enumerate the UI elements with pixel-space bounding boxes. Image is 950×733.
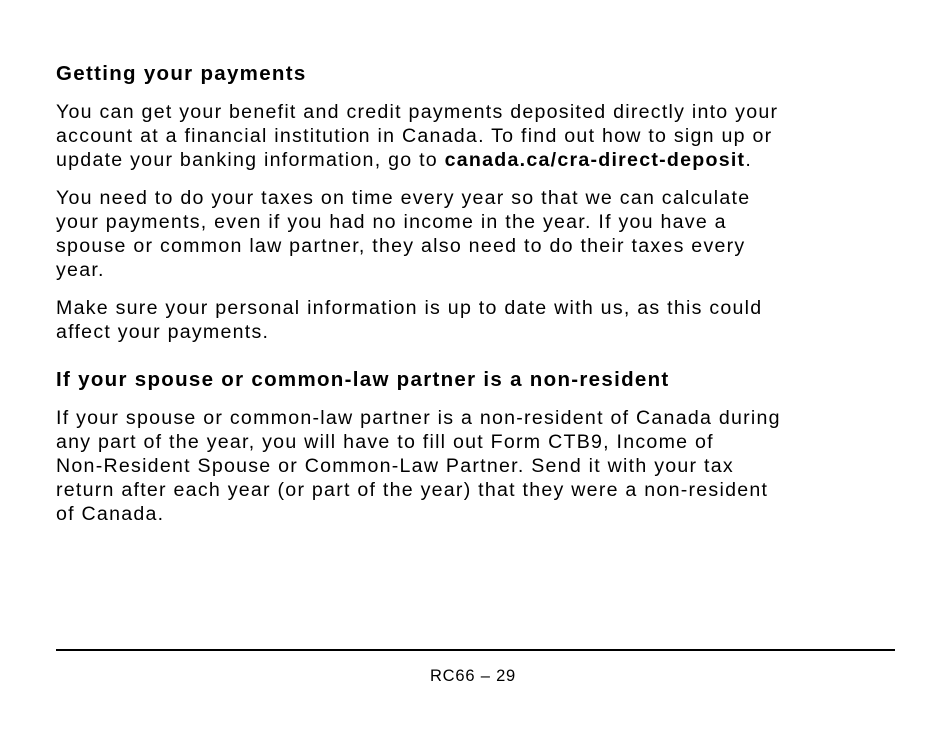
text-line: your payments, even if you had no income in the year. If you have a	[56, 211, 727, 233]
text-fragment: .	[745, 149, 753, 171]
paragraph-direct-deposit	[56, 100, 896, 172]
text-line	[56, 148, 896, 172]
text-line: You can get your benefit and credit payments deposited directly into your	[56, 101, 779, 123]
text-line: return after each year (or part of the year) that they were a non-resident	[56, 479, 769, 501]
footer-divider	[56, 649, 895, 651]
page-number: RC66 – 29	[429, 667, 517, 685]
paragraph-personal-information	[56, 296, 896, 344]
text-line: any part of the year, you will have to fill out Form CTB9, Income of	[56, 431, 714, 453]
page-footer	[0, 667, 950, 686]
text-line: Make sure your personal information is up to date with us, as this could	[56, 297, 763, 319]
text-line: of Canada.	[56, 503, 165, 525]
section-heading-non-resident-spouse: If your spouse or common-law partner is a non-resident	[56, 368, 670, 391]
text-line: spouse or common law partner, they also need to do their taxes every	[56, 235, 746, 257]
document-page	[56, 60, 896, 540]
direct-deposit-link[interactable]: canada.ca/cra-direct-deposit	[444, 149, 746, 171]
section-heading-getting-payments: Getting your payments	[56, 62, 307, 85]
text-line: If your spouse or common-law partner is a non-resident of Canada during	[56, 407, 781, 429]
text-fragment: update your banking information, go to	[56, 149, 445, 171]
text-line: account at a financial institution in Canada. To find out how to sign up or	[56, 125, 773, 147]
text-line: You need to do your taxes on time every year so that we can calculate	[56, 187, 751, 209]
text-line: affect your payments.	[56, 321, 270, 343]
paragraph-non-resident-spouse	[56, 406, 896, 526]
paragraph-taxes-on-time	[56, 186, 896, 282]
text-line: Non-Resident Spouse or Common-Law Partner. Send it with your tax	[56, 455, 734, 477]
text-line: year.	[56, 259, 105, 281]
